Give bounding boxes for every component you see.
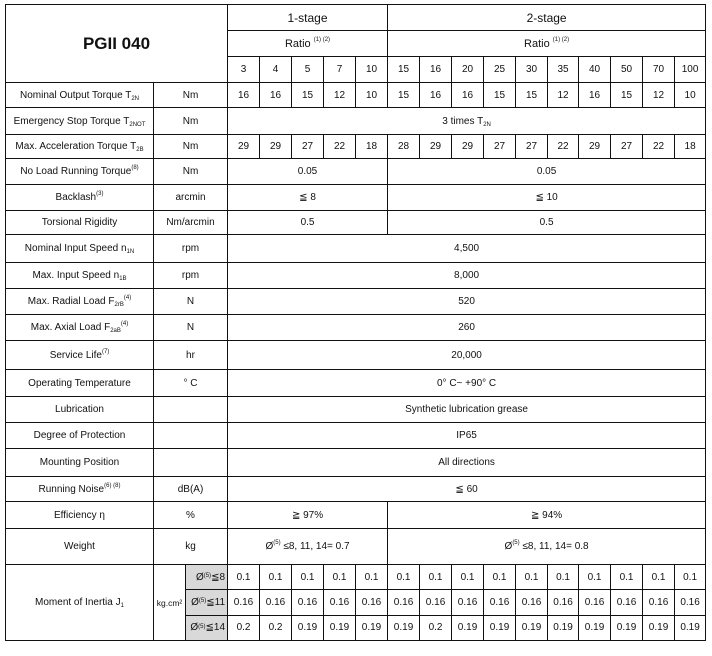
value-cell: 0.19	[484, 615, 516, 640]
param-label-text: Lubrication	[55, 404, 104, 415]
ratio-cell: 20	[452, 57, 484, 83]
value-cell: 0.1	[420, 565, 452, 590]
value-cell: 0.16	[356, 590, 388, 615]
inertia-unit: kg.cm²	[154, 565, 186, 640]
param-label	[6, 211, 154, 235]
value-cell: 0.19	[643, 615, 675, 640]
stage2-value-text: 0.5	[539, 217, 554, 228]
inertia-condition	[186, 590, 227, 615]
ratio-cell: 25	[484, 57, 516, 83]
param-label	[6, 477, 154, 502]
unit-cell: %	[154, 502, 228, 529]
spec-row-nominal-input-speed	[6, 235, 706, 263]
value-cell: 18	[356, 135, 388, 159]
spec-row-max-acceleration-torque	[6, 135, 706, 159]
value-cell: 0.1	[324, 565, 356, 590]
param-label-text: Moment of Inertia J	[35, 597, 121, 608]
ratio-cell: 40	[579, 57, 611, 83]
value-cell: 0.1	[579, 565, 611, 590]
spec-row-max-radial-load	[6, 289, 706, 315]
value-cell: 0.19	[388, 615, 420, 640]
param-label	[6, 370, 154, 397]
param-label-text: Running Noise	[38, 483, 105, 495]
stage2-ratio-header: Ratio $^{(1) (2)}$	[388, 31, 706, 57]
value-cell: 0.1	[356, 565, 388, 590]
stage2-value-text: ≧ 94%	[530, 509, 563, 521]
ratio-cell: 35	[548, 57, 579, 83]
value-cell: 0.19	[356, 615, 388, 640]
spec-row-emergency-stop-torque	[6, 108, 706, 135]
ratio-cell: 3	[228, 57, 260, 83]
param-label-text: Efficiency η	[54, 509, 105, 521]
value-cell: 0.19	[452, 615, 484, 640]
value-cell: 0.16	[484, 590, 516, 615]
value-cell: 0.1	[675, 565, 706, 590]
value-cell: 0.19	[675, 615, 706, 640]
value-cell: 15	[516, 83, 548, 108]
footnote: (5)	[198, 598, 207, 605]
value-cell: 27	[292, 135, 324, 159]
value-cell: 0.16	[611, 590, 643, 615]
value-cell: 22	[643, 135, 675, 159]
unit-cell: Nm	[154, 83, 228, 108]
spec-row-backlash	[6, 185, 706, 211]
value-cell: 18	[675, 135, 706, 159]
value-cell: 0.2	[420, 615, 452, 640]
param-footnote: (4)	[123, 295, 132, 301]
param-subscript: 2rB	[114, 302, 124, 308]
value-cell: 0.19	[548, 615, 579, 640]
value-cell: 15	[611, 83, 643, 108]
stage1-value-text: 0.5	[300, 217, 315, 228]
param-label-text: Nominal Output Torque T	[19, 89, 132, 101]
param-label-text: Operating Temperature	[28, 377, 131, 389]
unit-cell: dB(A)	[154, 477, 228, 502]
stage2-value	[388, 159, 706, 185]
stage1-value	[228, 529, 388, 565]
spec-row-degree-of-protection	[6, 423, 706, 449]
spec-row-operating-temperature	[6, 370, 706, 397]
diameter-symbol: Ø	[195, 571, 204, 583]
spec-row-mounting-position	[6, 449, 706, 477]
shared-value	[228, 449, 706, 477]
shared-value-text: All directions	[438, 457, 495, 468]
stage1-ratio-header: Ratio $^{(1) (2)}$	[228, 31, 388, 57]
unit-cell: Nm/arcmin	[154, 211, 228, 235]
param-label-text: Torsional Rigidity	[41, 217, 118, 228]
value-cell: 10	[675, 83, 706, 108]
param-label	[6, 565, 154, 641]
inertia-condition	[186, 565, 227, 590]
shared-value-text: 520	[458, 296, 475, 307]
spec-row-moment-of-inertia	[6, 565, 706, 590]
shared-value	[228, 108, 706, 135]
value-cell: 0.16	[643, 590, 675, 615]
param-label-text: Max. Acceleration Torque T	[15, 141, 137, 152]
unit-cell	[154, 565, 228, 641]
unit-cell	[154, 449, 228, 477]
value-cell: 29	[452, 135, 484, 159]
shared-value	[228, 235, 706, 263]
param-label	[6, 502, 154, 529]
value-cell: 12	[643, 83, 675, 108]
spec-row-running-noise	[6, 477, 706, 502]
param-footnote: (3)	[96, 191, 104, 197]
param-label-text: Degree of Protection	[33, 430, 126, 441]
value-cell: 0.1	[228, 565, 260, 590]
param-footnote: (6) (8)	[104, 482, 121, 489]
param-label-text: Max. Input Speed n	[32, 270, 120, 281]
value-cell: 28	[388, 135, 420, 159]
value-cell: 0.1	[388, 565, 420, 590]
ratio-cell: 30	[516, 57, 548, 83]
stage1-value-text: ≧ 97%	[291, 509, 324, 521]
value-cell: 12	[548, 83, 579, 108]
shared-value	[228, 315, 706, 341]
inertia-condition	[186, 616, 227, 640]
footnote: (5)	[512, 540, 520, 546]
shared-value-text: 3 times T	[442, 115, 484, 127]
value-cell: 16	[452, 83, 484, 108]
unit-cell: ° C	[154, 370, 228, 397]
param-label	[6, 185, 154, 211]
condition-text: ≦14	[205, 622, 226, 634]
unit-cell: hr	[154, 341, 228, 370]
spec-row-torsional-rigidity	[6, 211, 706, 235]
stage1-value	[228, 185, 388, 211]
stage1-value-text: ≤8, 11, 14= 0.7	[280, 541, 350, 552]
stage2-value	[388, 502, 706, 529]
value-cell: 0.1	[643, 565, 675, 590]
param-label	[6, 529, 154, 565]
param-subscript: 2NOT	[129, 121, 146, 128]
param-label	[6, 83, 154, 108]
value-cell: 29	[579, 135, 611, 159]
value-cell: 29	[420, 135, 452, 159]
ratio-cell: 5	[292, 57, 324, 83]
param-footnote: (8)	[131, 165, 139, 171]
stage2-header: 2-stage	[388, 5, 706, 31]
unit-cell: N	[154, 289, 228, 315]
param-subscript: 2aB	[110, 328, 121, 334]
spec-row-no-load-running-torque	[6, 159, 706, 185]
value-cell: 27	[516, 135, 548, 159]
param-label	[6, 315, 154, 341]
value-cell: 0.1	[516, 565, 548, 590]
spec-row-weight	[6, 529, 706, 565]
param-label	[6, 235, 154, 263]
param-subscript: 1B	[119, 276, 127, 282]
ratio-cell: 15	[388, 57, 420, 83]
shared-value-text: Synthetic lubrication grease	[405, 404, 528, 415]
stage2-value	[388, 185, 706, 211]
value-cell: 15	[484, 83, 516, 108]
value-cell: 0.16	[452, 590, 484, 615]
value-cell: 0.1	[292, 565, 324, 590]
spec-row-lubrication	[6, 397, 706, 423]
value-cell: 15	[388, 83, 420, 108]
param-label-text: Weight	[64, 541, 95, 552]
value-cell: 16	[260, 83, 292, 108]
inertia-conditions	[186, 565, 227, 640]
value-cell: 0.19	[516, 615, 548, 640]
shared-value-text: 4,500	[454, 243, 480, 254]
value-cell: 0.16	[420, 590, 452, 615]
param-label	[6, 341, 154, 370]
stage2-value	[388, 529, 706, 565]
value-cell: 0.16	[388, 590, 420, 615]
shared-value-text: ≦ 60	[455, 483, 478, 495]
shared-value	[228, 423, 706, 449]
param-label	[6, 263, 154, 289]
param-label-text: Mounting Position	[39, 457, 120, 468]
footnote: (5)	[273, 540, 281, 546]
spec-row-max-axial-load	[6, 315, 706, 341]
stage2-value-text: ≤8, 11, 14= 0.8	[519, 541, 589, 552]
diameter-symbol: Ø	[504, 541, 513, 552]
spec-row-max-input-speed	[6, 263, 706, 289]
value-cell: 0.19	[579, 615, 611, 640]
value-cell: 0.1	[452, 565, 484, 590]
param-label-text: Max. Axial Load F	[30, 322, 111, 333]
footnote: (5)	[198, 623, 206, 630]
diameter-symbol: Ø	[191, 596, 199, 608]
stage2-value	[388, 211, 706, 235]
shared-value-text: 20,000	[451, 349, 482, 361]
param-label	[6, 108, 154, 135]
value-cell: 0.16	[516, 590, 548, 615]
value-cell: 0.1	[548, 565, 579, 590]
unit-cell	[154, 423, 228, 449]
param-subscript: 2N	[131, 95, 140, 102]
param-subscript: 2B	[136, 147, 144, 153]
value-cell: 0.19	[611, 615, 643, 640]
shared-value	[228, 397, 706, 423]
footnote: (5)	[203, 573, 212, 580]
shared-value-text: 260	[458, 322, 475, 333]
value-cell: 15	[292, 83, 324, 108]
spec-row-nominal-output-torque	[6, 83, 706, 108]
ratio-cell: 70	[643, 57, 675, 83]
stage1-value-text: 0.05	[297, 166, 318, 177]
param-subscript: 1	[120, 603, 124, 609]
stage1-value	[228, 211, 388, 235]
value-cell: 29	[260, 135, 292, 159]
param-footnote: (4)	[120, 321, 129, 327]
param-label	[6, 449, 154, 477]
unit-cell: Nm	[154, 159, 228, 185]
diameter-symbol: Ø	[265, 541, 274, 552]
stage1-value	[228, 159, 388, 185]
stage1-header: 1-stage	[228, 5, 388, 31]
value-cell: 0.19	[292, 615, 324, 640]
ratio-cell: 50	[611, 57, 643, 83]
shared-value	[228, 263, 706, 289]
shared-value	[228, 370, 706, 397]
stage2-value-text: 0.05	[536, 166, 557, 177]
value-subscript: 2N	[483, 121, 491, 128]
unit-cell: Nm	[154, 108, 228, 135]
shared-value	[228, 289, 706, 315]
value-cell: 27	[484, 135, 516, 159]
param-label	[6, 397, 154, 423]
value-cell: 0.19	[324, 615, 356, 640]
condition-text: ≦11	[206, 596, 226, 608]
value-cell: 0.16	[675, 590, 706, 615]
value-cell: 22	[548, 135, 579, 159]
value-cell: 16	[420, 83, 452, 108]
param-label-text: Backlash	[55, 192, 97, 203]
param-label-text: Service Life	[49, 349, 102, 361]
ratio-cell: 16	[420, 57, 452, 83]
value-cell: 0.1	[484, 565, 516, 590]
value-cell: 27	[611, 135, 643, 159]
value-cell: 0.1	[611, 565, 643, 590]
value-cell: 0.1	[260, 565, 292, 590]
unit-cell: rpm	[154, 235, 228, 263]
param-footnote: (7)	[101, 348, 110, 355]
param-label	[6, 159, 154, 185]
value-cell: 29	[228, 135, 260, 159]
stage1-value-text: ≦ 8	[299, 192, 316, 203]
param-label-text: Emergency Stop Torque T	[13, 115, 130, 127]
param-subscript: 1N	[126, 249, 135, 255]
shared-value-text: 0° C~ +90° C	[437, 377, 497, 389]
model-title: PGII 040	[6, 5, 228, 83]
stage2-value-text: ≦ 10	[535, 192, 558, 203]
value-cell: 0.16	[228, 590, 260, 615]
condition-text: ≦8	[211, 571, 226, 583]
unit-cell: kg	[154, 529, 228, 565]
param-label	[6, 423, 154, 449]
value-cell: 16	[579, 83, 611, 108]
param-label-text: Nominal Input Speed n	[24, 243, 127, 254]
param-label	[6, 289, 154, 315]
ratio-cell: 10	[356, 57, 388, 83]
param-label-text: No Load Running Torque	[20, 166, 132, 177]
value-cell: 0.2	[228, 615, 260, 640]
unit-cell: arcmin	[154, 185, 228, 211]
param-label-text: Max. Radial Load F	[27, 296, 115, 307]
value-cell: 0.2	[260, 615, 292, 640]
value-cell: 0.16	[260, 590, 292, 615]
unit-cell: Nm	[154, 135, 228, 159]
value-cell: 0.16	[548, 590, 579, 615]
spec-row-service-life	[6, 341, 706, 370]
stage1-value	[228, 502, 388, 529]
shared-value-text: IP65	[456, 430, 477, 441]
shared-value	[228, 477, 706, 502]
unit-cell	[154, 397, 228, 423]
diameter-symbol: Ø	[190, 622, 199, 634]
value-cell: 22	[324, 135, 356, 159]
unit-cell: rpm	[154, 263, 228, 289]
spec-table	[5, 4, 706, 641]
value-cell: 0.16	[324, 590, 356, 615]
ratio-cell: 100	[675, 57, 706, 83]
param-label	[6, 135, 154, 159]
inertia-unit-group	[154, 565, 227, 640]
ratio-cell: 7	[324, 57, 356, 83]
value-cell: 0.16	[579, 590, 611, 615]
value-cell: 10	[356, 83, 388, 108]
value-cell: 12	[324, 83, 356, 108]
spec-row-efficiency	[6, 502, 706, 529]
shared-value-text: 8,000	[454, 270, 480, 281]
shared-value	[228, 341, 706, 370]
unit-cell: N	[154, 315, 228, 341]
value-cell: 16	[228, 83, 260, 108]
ratio-cell: 4	[260, 57, 292, 83]
value-cell: 0.16	[292, 590, 324, 615]
